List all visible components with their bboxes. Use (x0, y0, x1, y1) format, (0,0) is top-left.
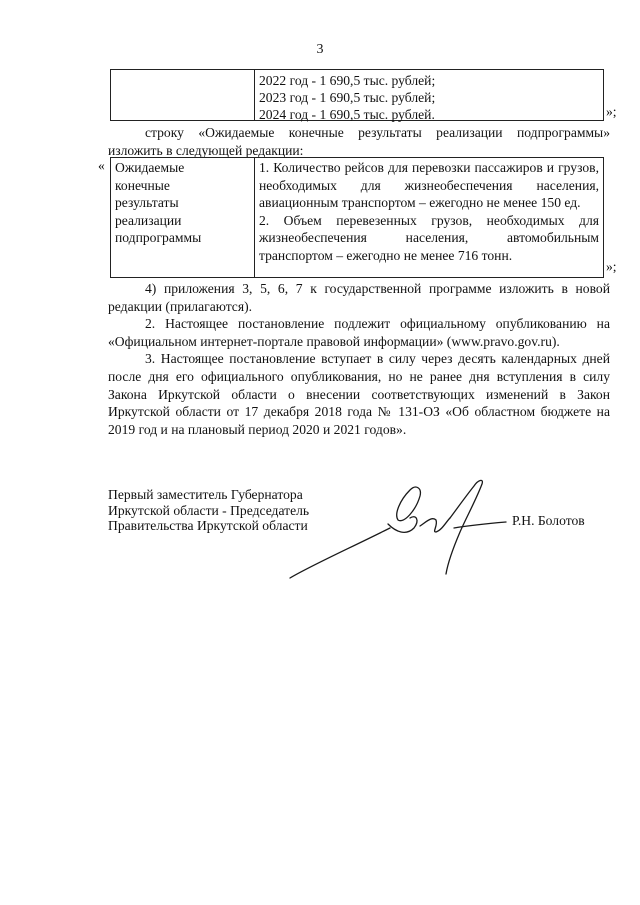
closing-quote: »; (606, 104, 617, 119)
results-table-header-cell (115, 159, 250, 247)
signatory-title-line: Первый заместитель Губернатора (108, 487, 303, 502)
instruction-line: строку «Ожидаемые конечные результаты реализации подпрограммы» (145, 125, 610, 140)
signatory-title-line: Правительства Иркутской области (108, 518, 308, 533)
instruction-line: изложить в следующей редакции: (108, 142, 304, 158)
paragraph-publication: 2. Настоящее постановление подлежит официальному опубликованию на «Официальном интернет-портале правовой информации» (www.pravo.gov.ru). (108, 316, 610, 349)
signatory-name: Р.Н. Болотов (512, 513, 585, 528)
funding-row: 2023 год - 1 690,5 тыс. рублей; (259, 90, 436, 105)
body-text (108, 280, 610, 438)
opening-quote: « (98, 158, 105, 173)
signatory-title-line: Иркутской области - Председатель (108, 502, 310, 518)
funding-rows (259, 72, 435, 123)
funding-row: 2024 год - 1 690,5 тыс. рублей. (259, 107, 435, 122)
paragraph-appendices: 4) приложения 3, 5, 6, 7 к государственной программе изложить в новой редакции (прилагаются). (108, 281, 610, 314)
paragraph-effective-date: 3. Настоящее постановление вступает в силу через десять календарных дней после дня его официального опубликования, но не ранее дня вступления в силу Закона Иркутской области о внесении соответствующих изменений в Закон Иркутской области от 17 декабря 2018 года № 131-ОЗ «Об областном бюджете на 2019 год и на плановый период 2020 и 2021 годов». (108, 351, 610, 437)
table-column-divider (254, 158, 255, 277)
header-cell-line: конечные (115, 177, 170, 193)
results-table (110, 157, 604, 278)
funding-table (110, 69, 604, 121)
header-cell-line: Ожидаемые (115, 160, 185, 175)
result-item-2: 2. Объем перевезенных грузов, необходимых для жизнеобеспечения населения, автомобильным транспортом – ежегодно не менее 716 тонн. (259, 212, 599, 263)
result-item-1: 1. Количество рейсов для перевозки пассажиров и грузов, необходимых для жизнеобеспечения населения, авиационным транспортом – ежегодно не менее 150 ед. (259, 160, 599, 211)
header-cell-line: результаты (115, 195, 179, 211)
results-table-content-cell (259, 159, 599, 265)
instruction-paragraph (108, 124, 610, 159)
header-cell-line: реализации (115, 212, 182, 228)
handwritten-signature (270, 470, 520, 590)
closing-quote: »; (606, 259, 617, 274)
page-number: 3 (316, 42, 324, 57)
header-cell-line: подпрограммы (115, 230, 202, 246)
table-column-divider (254, 70, 255, 120)
funding-row: 2022 год - 1 690,5 тыс. рублей; (259, 73, 436, 88)
